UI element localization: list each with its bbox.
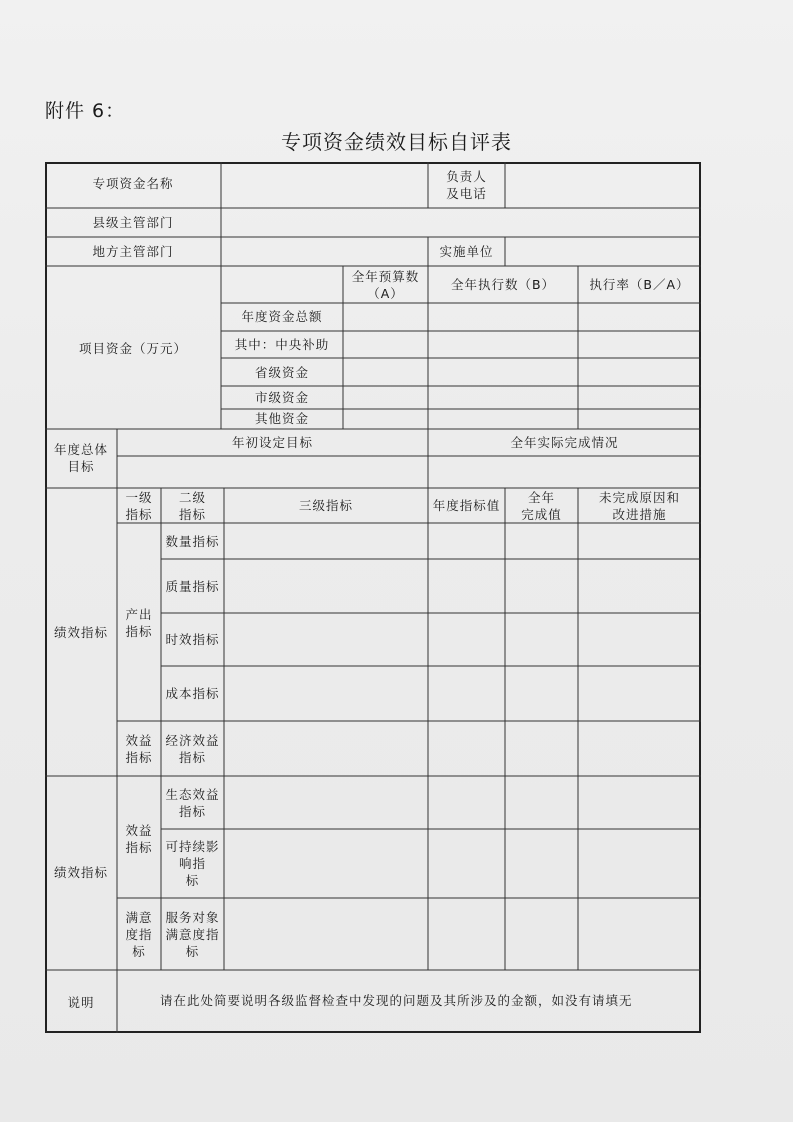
service-satisfaction-label: 服务对象 满意度指 标 bbox=[165, 910, 220, 959]
rate-header: 执行率（B／A） bbox=[589, 277, 690, 292]
reason-header: 未完成原因和 改进措施 bbox=[598, 490, 680, 522]
form-title: 专项资金绩效目标自评表 bbox=[281, 130, 512, 154]
economic-benefit-label: 经济效益 指标 bbox=[165, 733, 220, 765]
remarks-label: 说明 bbox=[67, 995, 95, 1010]
annual-value-header: 年度指标值 bbox=[432, 498, 501, 513]
perf-indicator-label-2: 绩效指标 bbox=[53, 865, 108, 880]
full-year-value-header: 全年 完成值 bbox=[521, 490, 562, 522]
fund-row-province: 省级资金 bbox=[254, 365, 309, 380]
attachment-label: 附件 6： bbox=[45, 100, 126, 122]
level1-header: 一级 指标 bbox=[125, 490, 153, 522]
quality-indicator-label: 质量指标 bbox=[165, 579, 220, 594]
cost-indicator-label: 成本指标 bbox=[165, 686, 220, 701]
project-funds-label: 项目资金（万元） bbox=[78, 341, 187, 356]
budget-a-header: 全年预算数 （A） bbox=[351, 269, 420, 301]
initial-target-header: 年初设定目标 bbox=[231, 435, 313, 450]
county-dept-label: 县级主管部门 bbox=[92, 215, 174, 230]
impl-unit-label: 实施单位 bbox=[439, 244, 494, 259]
timeliness-indicator-label: 时效指标 bbox=[165, 632, 220, 647]
level3-header: 三级指标 bbox=[298, 498, 353, 513]
fund-row-city: 市级资金 bbox=[254, 390, 309, 405]
fund-row-central: 其中：中央补助 bbox=[234, 337, 330, 352]
contact-label: 负责人 及电话 bbox=[446, 169, 487, 201]
benefit-indicator-label-1: 效益 指标 bbox=[125, 733, 153, 765]
fund-row-other: 其他资金 bbox=[254, 411, 309, 426]
perf-indicator-label-1: 绩效指标 bbox=[53, 625, 108, 640]
level2-header: 二级 指标 bbox=[178, 490, 206, 522]
exec-b-header: 全年执行数（B） bbox=[450, 277, 556, 292]
local-dept-label: 地方主管部门 bbox=[92, 244, 174, 259]
fund-row-total: 年度资金总额 bbox=[241, 309, 323, 324]
fund-name-label: 专项资金名称 bbox=[92, 176, 174, 191]
remarks-note: 请在此处简要说明各级监督检查中发现的问题及其所涉及的金额，如没有请填无 bbox=[160, 993, 633, 1008]
output-indicator-label: 产出 指标 bbox=[125, 607, 153, 639]
benefit-indicator-label-2: 效益 指标 bbox=[125, 823, 153, 855]
actual-completion-header: 全年实际完成情况 bbox=[510, 435, 619, 450]
sustainable-impact-label: 可持续影 响指 标 bbox=[165, 839, 220, 888]
annual-goal-label: 年度总体 目标 bbox=[53, 442, 108, 474]
quantity-indicator-label: 数量指标 bbox=[165, 534, 220, 549]
ecological-benefit-label: 生态效益 指标 bbox=[165, 787, 220, 819]
satisfaction-indicator-label: 满意 度指 标 bbox=[125, 910, 153, 959]
